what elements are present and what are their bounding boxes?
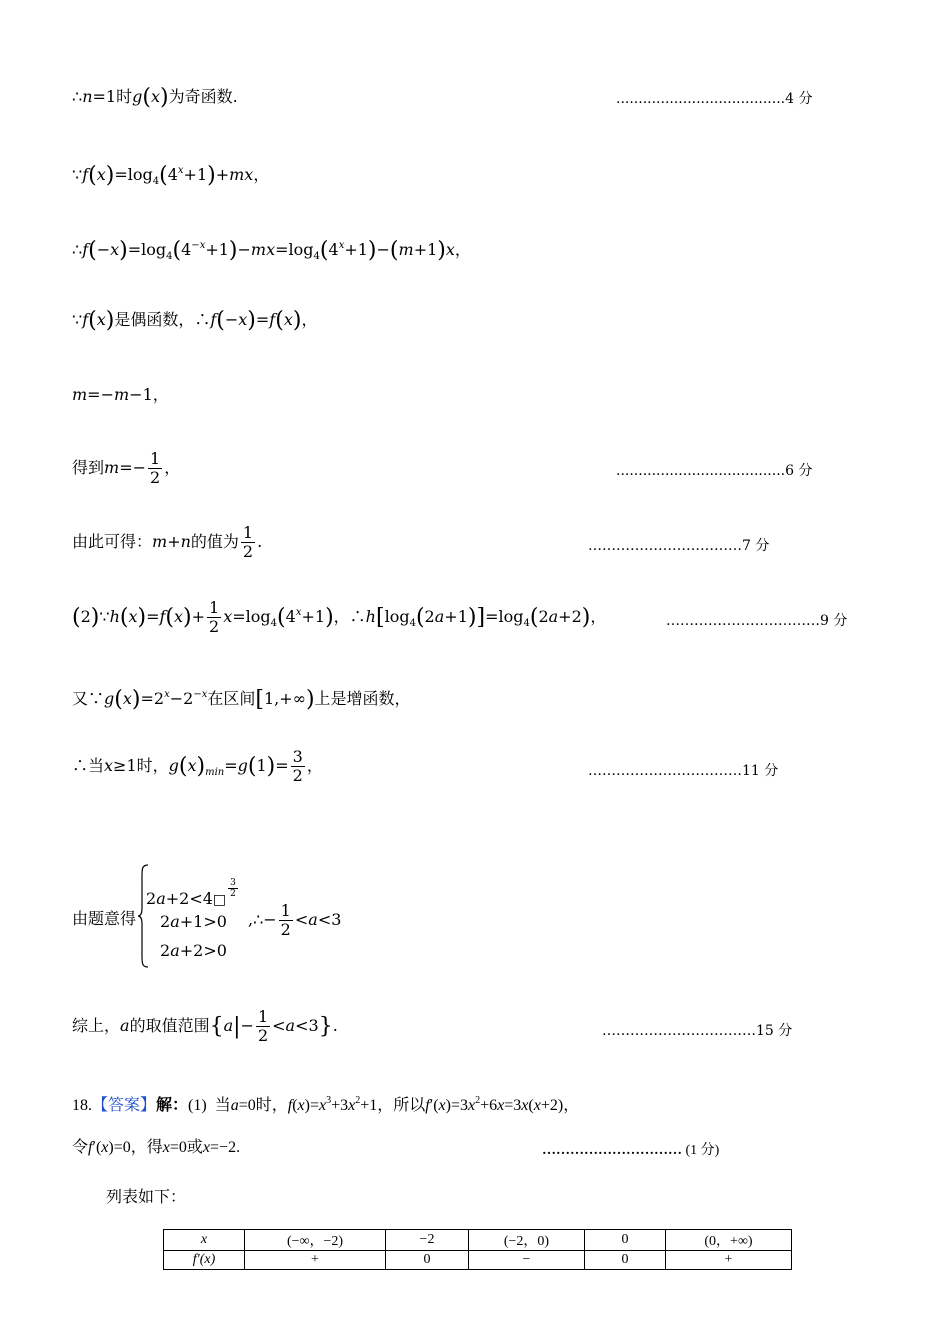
proof-line-system-label: 由题意得 <box>72 909 137 928</box>
proof-line-m-plus-n: 由此可得：m+n的值为 $\frac{1}{2}$ . <box>72 523 263 561</box>
proof-line-m-value: 得到m=− $\frac{1}{2}$ ， <box>72 449 181 487</box>
sign-table <box>163 1229 792 1270</box>
table-header-cell: (−∞，−2) <box>245 1230 386 1251</box>
score-mark: ......................................6 分 <box>616 463 813 479</box>
score-mark: ……………………………9 分 <box>666 613 848 629</box>
proof-line-f-negative-x: $\therefore f(-x)=\log_4(4^{-x}+1)-mx=\log_4(4^x+1)-(m+1)x$， <box>72 238 471 263</box>
proof-line-odd-function: ∴n=1时g(x)为奇函数. <box>72 85 238 110</box>
table-intro: 列表如下： <box>106 1187 187 1206</box>
proof-line-g-min: ∴当x≥1时，$g(x)_{min}=g(1)=$ $\frac{3}{2}$ ， <box>72 747 323 785</box>
table-cell: 0 <box>585 1251 666 1270</box>
table-header-cell: −2 <box>386 1230 469 1251</box>
proof-line-part2-h: (2)∵h(x)=f(x)+ $\frac{1}{2}$ $x=\log_4(4^x+1)$，$\therefore h[\log_4(2a+1)]=\log_4(2a+2)$， <box>72 598 607 636</box>
table-cell: − <box>469 1251 585 1270</box>
proof-line-g-increasing: 又$\because g(x)=2^x-2^{-x}$在区间[1,+∞)上是增函数， <box>72 687 411 712</box>
system-condition-2: 2a+1>0 <box>160 912 227 931</box>
table-cell: 0 <box>386 1251 469 1270</box>
system-condition-3: 2a+2>0 <box>160 941 227 960</box>
table-cell: + <box>245 1251 386 1270</box>
score-mark: ……………………………7 分 <box>588 538 770 554</box>
proof-line-critical-points: 令f′(x)=0，得x=0或x=−2. <box>72 1139 241 1156</box>
proof-line-m-equation: m=−m−1， <box>72 385 169 404</box>
table-row <box>164 1230 792 1251</box>
proof-line-f-definition: $\because f(x)=\log_4(4^x+1)+mx$， <box>72 163 270 188</box>
system-result: ,∴− $\frac{1}{2}$ <a<3 <box>248 901 342 939</box>
score-mark: ……………………………11 分 <box>588 763 779 779</box>
table-header-cell: (0，+∞) <box>666 1230 792 1251</box>
table-header-cell: (−2，0) <box>469 1230 585 1251</box>
table-header-cell: x <box>164 1230 245 1251</box>
proof-line-conclusion: 综上，a的取值范围{a|− $\frac{1}{2}$ <a<3}. <box>72 1007 338 1045</box>
score-mark: ......................................4 分 <box>616 91 813 107</box>
table-cell: + <box>666 1251 792 1270</box>
table-header-cell: 0 <box>585 1230 666 1251</box>
score-mark: ……………………………15 分 <box>602 1023 793 1039</box>
table-row <box>164 1251 792 1270</box>
table-cell: f′(x) <box>164 1251 245 1270</box>
problem-18-heading: 18.【答案】解：(1) 当a=0时，$f(x)=x^3+3x^2+1$，所以$f'(x)=3x^2+6x=3x(x+2)$， <box>72 1095 580 1114</box>
proof-line-even-function: ∵f(x)是偶函数，∴f(−x)=f(x)， <box>72 308 318 333</box>
system-condition-1: 2a+2<4□ $\frac{3}{2}$ <box>146 878 236 908</box>
score-mark: ………………………… (1 分) <box>542 1143 720 1158</box>
